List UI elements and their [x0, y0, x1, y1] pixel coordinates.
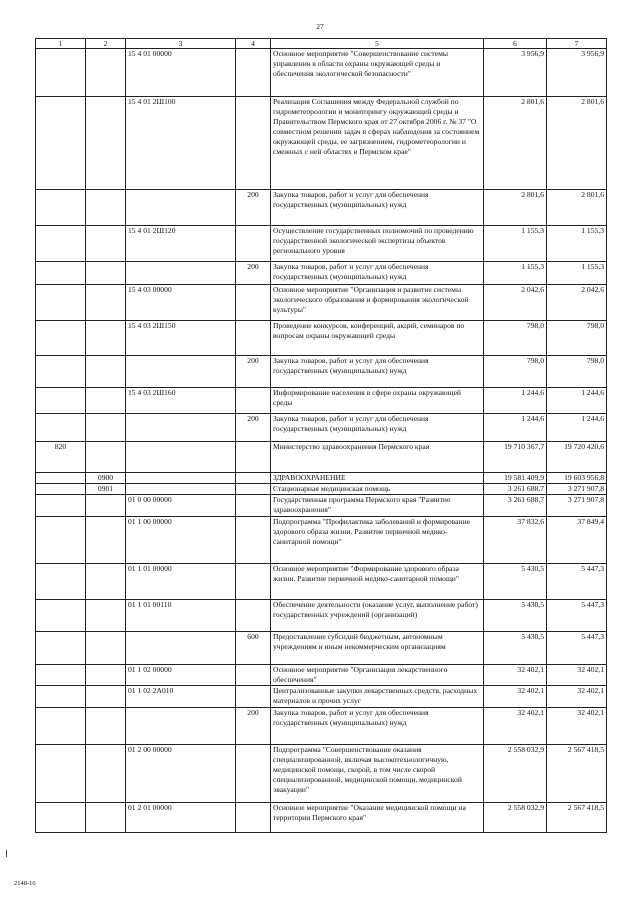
- expense-type-cell: [236, 484, 271, 495]
- table-row: [36, 495, 607, 517]
- section-code-cell: [86, 285, 126, 321]
- table-row: [36, 414, 607, 442]
- section-code-cell: [86, 49, 126, 97]
- section-code-cell: [86, 708, 126, 745]
- description-cell: Обеспечение деятельности (оказание услуг, выполнение работ) государственных учреждений (организаций): [271, 600, 484, 632]
- amount-year1-cell: 5 430,5: [484, 564, 547, 600]
- header-cell: 6: [484, 39, 547, 49]
- section-code-cell: [86, 321, 126, 356]
- admin-code-cell: [36, 226, 86, 262]
- amount-year1-cell: 3 956,9: [484, 49, 547, 97]
- amount-year2-cell: 5 447,3: [547, 564, 607, 600]
- amount-year2-cell: 5 447,3: [547, 600, 607, 632]
- expense-type-cell: [236, 226, 271, 262]
- admin-code-cell: 820: [36, 442, 86, 473]
- section-code-cell: [86, 495, 126, 517]
- description-cell: Закупка товаров, работ и услуг для обеспечения государственных (муниципальных) нужд: [271, 262, 484, 285]
- amount-year2-cell: 1 244,6: [547, 414, 607, 442]
- amount-year2-cell: 3 271 907,8: [547, 495, 607, 517]
- section-code-cell: [86, 262, 126, 285]
- target-article-cell: [126, 632, 236, 665]
- page-number: 27: [316, 22, 324, 31]
- table-row: [36, 226, 607, 262]
- amount-year2-cell: 798,0: [547, 356, 607, 388]
- target-article-cell: 01 2 01 00000: [126, 803, 236, 833]
- table-row: [36, 632, 607, 665]
- expense-type-cell: 200: [236, 356, 271, 388]
- section-code-cell: [86, 388, 126, 414]
- table-row: [36, 190, 607, 226]
- target-article-cell: 01 1 02 00000: [126, 665, 236, 686]
- admin-code-cell: [36, 803, 86, 833]
- target-article-cell: 15 4 03 2Ш150: [126, 321, 236, 356]
- description-cell: Стационарная медицинская помощь: [271, 484, 484, 495]
- expense-type-cell: [236, 97, 271, 190]
- section-code-cell: [86, 517, 126, 564]
- amount-year2-cell: 3 271 907,8: [547, 484, 607, 495]
- section-code-cell: 0900: [86, 473, 126, 484]
- section-code-cell: [86, 356, 126, 388]
- description-cell: Основное мероприятие "Организация лекарственного обеспечения": [271, 665, 484, 686]
- target-article-cell: [126, 190, 236, 226]
- target-article-cell: 15 4 03 00000: [126, 285, 236, 321]
- section-code-cell: [86, 803, 126, 833]
- amount-year1-cell: 798,0: [484, 356, 547, 388]
- amount-year2-cell: 2 801,6: [547, 97, 607, 190]
- amount-year2-cell: 32 402,1: [547, 686, 607, 708]
- description-cell: Основное мероприятие "Оказание медицинской помощи на территории Пермского края": [271, 803, 484, 833]
- admin-code-cell: [36, 665, 86, 686]
- target-article-cell: [126, 442, 236, 473]
- admin-code-cell: [36, 686, 86, 708]
- table-row: [36, 473, 607, 484]
- target-article-cell: 01 1 00 00000: [126, 517, 236, 564]
- description-cell: Закупка товаров, работ и услуг для обеспечения государственных (муниципальных) нужд: [271, 356, 484, 388]
- section-code-cell: [86, 97, 126, 190]
- target-article-cell: 01 1 01 00000: [126, 564, 236, 600]
- target-article-cell: 01 2 00 00000: [126, 745, 236, 803]
- amount-year2-cell: 32 402,1: [547, 665, 607, 686]
- expense-type-cell: [236, 686, 271, 708]
- amount-year2-cell: 19 603 956,8: [547, 473, 607, 484]
- target-article-cell: [126, 484, 236, 495]
- section-code-cell: [86, 414, 126, 442]
- header-cell: 5: [271, 39, 484, 49]
- expense-type-cell: [236, 388, 271, 414]
- amount-year2-cell: 32 402,1: [547, 708, 607, 745]
- target-article-cell: [126, 356, 236, 388]
- table-row: [36, 285, 607, 321]
- amount-year1-cell: 1 155,3: [484, 262, 547, 285]
- expense-type-cell: [236, 517, 271, 564]
- expense-type-cell: [236, 564, 271, 600]
- amount-year1-cell: 3 261 688,7: [484, 495, 547, 517]
- expense-type-cell: [236, 285, 271, 321]
- table-row: [36, 356, 607, 388]
- description-cell: Государственная программа Пермского края "Развитие здравоохранения": [271, 495, 484, 517]
- target-article-cell: 15 4 01 00000: [126, 49, 236, 97]
- header-cell: 3: [126, 39, 236, 49]
- table-row: [36, 388, 607, 414]
- admin-code-cell: [36, 321, 86, 356]
- admin-code-cell: [36, 388, 86, 414]
- admin-code-cell: [36, 262, 86, 285]
- target-article-cell: [126, 473, 236, 484]
- table-header-row: [36, 39, 607, 49]
- admin-code-cell: [36, 473, 86, 484]
- budget-table: [35, 38, 607, 833]
- amount-year2-cell: 19 720 420,6: [547, 442, 607, 473]
- amount-year1-cell: 1 244,6: [484, 388, 547, 414]
- amount-year1-cell: 2 801,6: [484, 97, 547, 190]
- section-code-cell: [86, 600, 126, 632]
- admin-code-cell: [36, 414, 86, 442]
- section-code-cell: [86, 190, 126, 226]
- amount-year2-cell: 1 155,3: [547, 262, 607, 285]
- amount-year1-cell: 2 042,6: [484, 285, 547, 321]
- description-cell: Подпрограмма "Совершенствование оказания специализированной, включая высокотехнологичную, медицинской помощи, скорой, в том числе скорой специализированной, медицинской помощи, медицинской эвакуации": [271, 745, 484, 803]
- description-cell: Подпрограмма "Профилактика заболеваний и формирование здорового образа жизни. Развитие первичной медико-санитарной помощи": [271, 517, 484, 564]
- document-code: 2148-16: [14, 880, 36, 887]
- description-cell: Основное мероприятие "Совершенствование системы управления в области охраны окружающей среды и обеспечения экологической безопасности": [271, 49, 484, 97]
- table-row: [36, 708, 607, 745]
- section-code-cell: [86, 442, 126, 473]
- amount-year2-cell: 2 567 418,5: [547, 803, 607, 833]
- admin-code-cell: [36, 285, 86, 321]
- description-cell: Проведение конкурсов, конференций, акций, семинаров по вопросам охраны окружающей среды: [271, 321, 484, 356]
- amount-year2-cell: 3 956,9: [547, 49, 607, 97]
- header-cell: 2: [86, 39, 126, 49]
- description-cell: Информирование населения в сфере охраны окружающей среды: [271, 388, 484, 414]
- amount-year1-cell: 32 402,1: [484, 686, 547, 708]
- header-cell: 4: [236, 39, 271, 49]
- table-row: [36, 49, 607, 97]
- description-cell: Основное мероприятие "Организация и развитие системы экологического образования и формирования экологической культуры": [271, 285, 484, 321]
- admin-code-cell: [36, 745, 86, 803]
- amount-year1-cell: 32 402,1: [484, 665, 547, 686]
- description-cell: Централизованные закупки лекарственных средств, расходных материалов и прочих услуг: [271, 686, 484, 708]
- table-row: [36, 442, 607, 473]
- amount-year1-cell: 19 581 409,9: [484, 473, 547, 484]
- amount-year1-cell: 5 430,5: [484, 600, 547, 632]
- expense-type-cell: [236, 803, 271, 833]
- description-cell: Предоставление субсидий бюджетным, автономным учреждениям и иным некоммерческим организациям: [271, 632, 484, 665]
- margin-mark: [6, 850, 7, 857]
- amount-year1-cell: 3 261 688,7: [484, 484, 547, 495]
- admin-code-cell: [36, 49, 86, 97]
- expense-type-cell: 200: [236, 708, 271, 745]
- table-row: [36, 484, 607, 495]
- table-row: [36, 97, 607, 190]
- amount-year2-cell: 1 244,6: [547, 388, 607, 414]
- target-article-cell: 15 4 03 2Ш160: [126, 388, 236, 414]
- admin-code-cell: [36, 632, 86, 665]
- target-article-cell: 01 0 00 00000: [126, 495, 236, 517]
- target-article-cell: 01 1 02 2А010: [126, 686, 236, 708]
- table-row: [36, 745, 607, 803]
- description-cell: Основное мероприятие "Формирование здорового образа жизни. Развитие первичной медико-санитарной помощи": [271, 564, 484, 600]
- amount-year2-cell: 2 567 418,5: [547, 745, 607, 803]
- expense-type-cell: 200: [236, 414, 271, 442]
- section-code-cell: [86, 632, 126, 665]
- admin-code-cell: [36, 484, 86, 495]
- amount-year2-cell: 1 155,3: [547, 226, 607, 262]
- expense-type-cell: 600: [236, 632, 271, 665]
- target-article-cell: [126, 262, 236, 285]
- description-cell: Закупка товаров, работ и услуг для обеспечения государственных (муниципальных) нужд: [271, 414, 484, 442]
- table-row: [36, 517, 607, 564]
- expense-type-cell: [236, 442, 271, 473]
- section-code-cell: 0901: [86, 484, 126, 495]
- amount-year1-cell: 2 558 032,9: [484, 745, 547, 803]
- amount-year1-cell: 19 710 367,7: [484, 442, 547, 473]
- expense-type-cell: [236, 321, 271, 356]
- table-row: [36, 665, 607, 686]
- description-cell: Закупка товаров, работ и услуг для обеспечения государственных (муниципальных) нужд: [271, 708, 484, 745]
- amount-year2-cell: 2 801,6: [547, 190, 607, 226]
- description-cell: ЗДРАВООХРАНЕНИЕ: [271, 473, 484, 484]
- header-cell: 7: [547, 39, 607, 49]
- admin-code-cell: [36, 190, 86, 226]
- expense-type-cell: 200: [236, 262, 271, 285]
- table-row: [36, 564, 607, 600]
- target-article-cell: [126, 414, 236, 442]
- expense-type-cell: [236, 745, 271, 803]
- admin-code-cell: [36, 495, 86, 517]
- table-row: [36, 262, 607, 285]
- expense-type-cell: [236, 473, 271, 484]
- description-cell: Закупка товаров, работ и услуг для обеспечения государственных (муниципальных) нужд: [271, 190, 484, 226]
- target-article-cell: 01 1 01 00110: [126, 600, 236, 632]
- amount-year1-cell: 5 430,5: [484, 632, 547, 665]
- section-code-cell: [86, 564, 126, 600]
- table-row: [36, 803, 607, 833]
- amount-year2-cell: 2 042,6: [547, 285, 607, 321]
- amount-year1-cell: 2 801,6: [484, 190, 547, 226]
- table-row: [36, 686, 607, 708]
- admin-code-cell: [36, 708, 86, 745]
- amount-year1-cell: 1 155,3: [484, 226, 547, 262]
- section-code-cell: [86, 226, 126, 262]
- expense-type-cell: [236, 665, 271, 686]
- expense-type-cell: [236, 49, 271, 97]
- amount-year2-cell: 5 447,3: [547, 632, 607, 665]
- amount-year1-cell: 37 832,6: [484, 517, 547, 564]
- target-article-cell: [126, 708, 236, 745]
- admin-code-cell: [36, 97, 86, 190]
- header-cell: 1: [36, 39, 86, 49]
- target-article-cell: 15 4 01 2Ш100: [126, 97, 236, 190]
- section-code-cell: [86, 686, 126, 708]
- admin-code-cell: [36, 600, 86, 632]
- amount-year1-cell: 798,0: [484, 321, 547, 356]
- target-article-cell: 15 4 01 2Ш120: [126, 226, 236, 262]
- description-cell: Реализация Соглашения между Федеральной службой по гидрометеорологии и мониторингу окружающей среды и Правительством Пермского края от 27 октября 2006 г. № 37 "О совместном решении задач в сферах наблюдения за состоянием окружающей среды, ее загрязнением, гидрометеорологии и смежных с ней областях в Пермском крае": [271, 97, 484, 190]
- amount-year1-cell: 1 244,6: [484, 414, 547, 442]
- admin-code-cell: [36, 517, 86, 564]
- amount-year2-cell: 37 849,4: [547, 517, 607, 564]
- description-cell: Осуществление государственных полномочий по проведению государственной экологической экспертизы объектов регионального уровня: [271, 226, 484, 262]
- admin-code-cell: [36, 356, 86, 388]
- table-row: [36, 600, 607, 632]
- expense-type-cell: 200: [236, 190, 271, 226]
- section-code-cell: [86, 665, 126, 686]
- amount-year2-cell: 798,0: [547, 321, 607, 356]
- expense-type-cell: [236, 600, 271, 632]
- expense-type-cell: [236, 495, 271, 517]
- table-row: [36, 321, 607, 356]
- amount-year1-cell: 32 402,1: [484, 708, 547, 745]
- section-code-cell: [86, 745, 126, 803]
- admin-code-cell: [36, 564, 86, 600]
- amount-year1-cell: 2 558 032,9: [484, 803, 547, 833]
- description-cell: Министерство здравоохранения Пермского края: [271, 442, 484, 473]
